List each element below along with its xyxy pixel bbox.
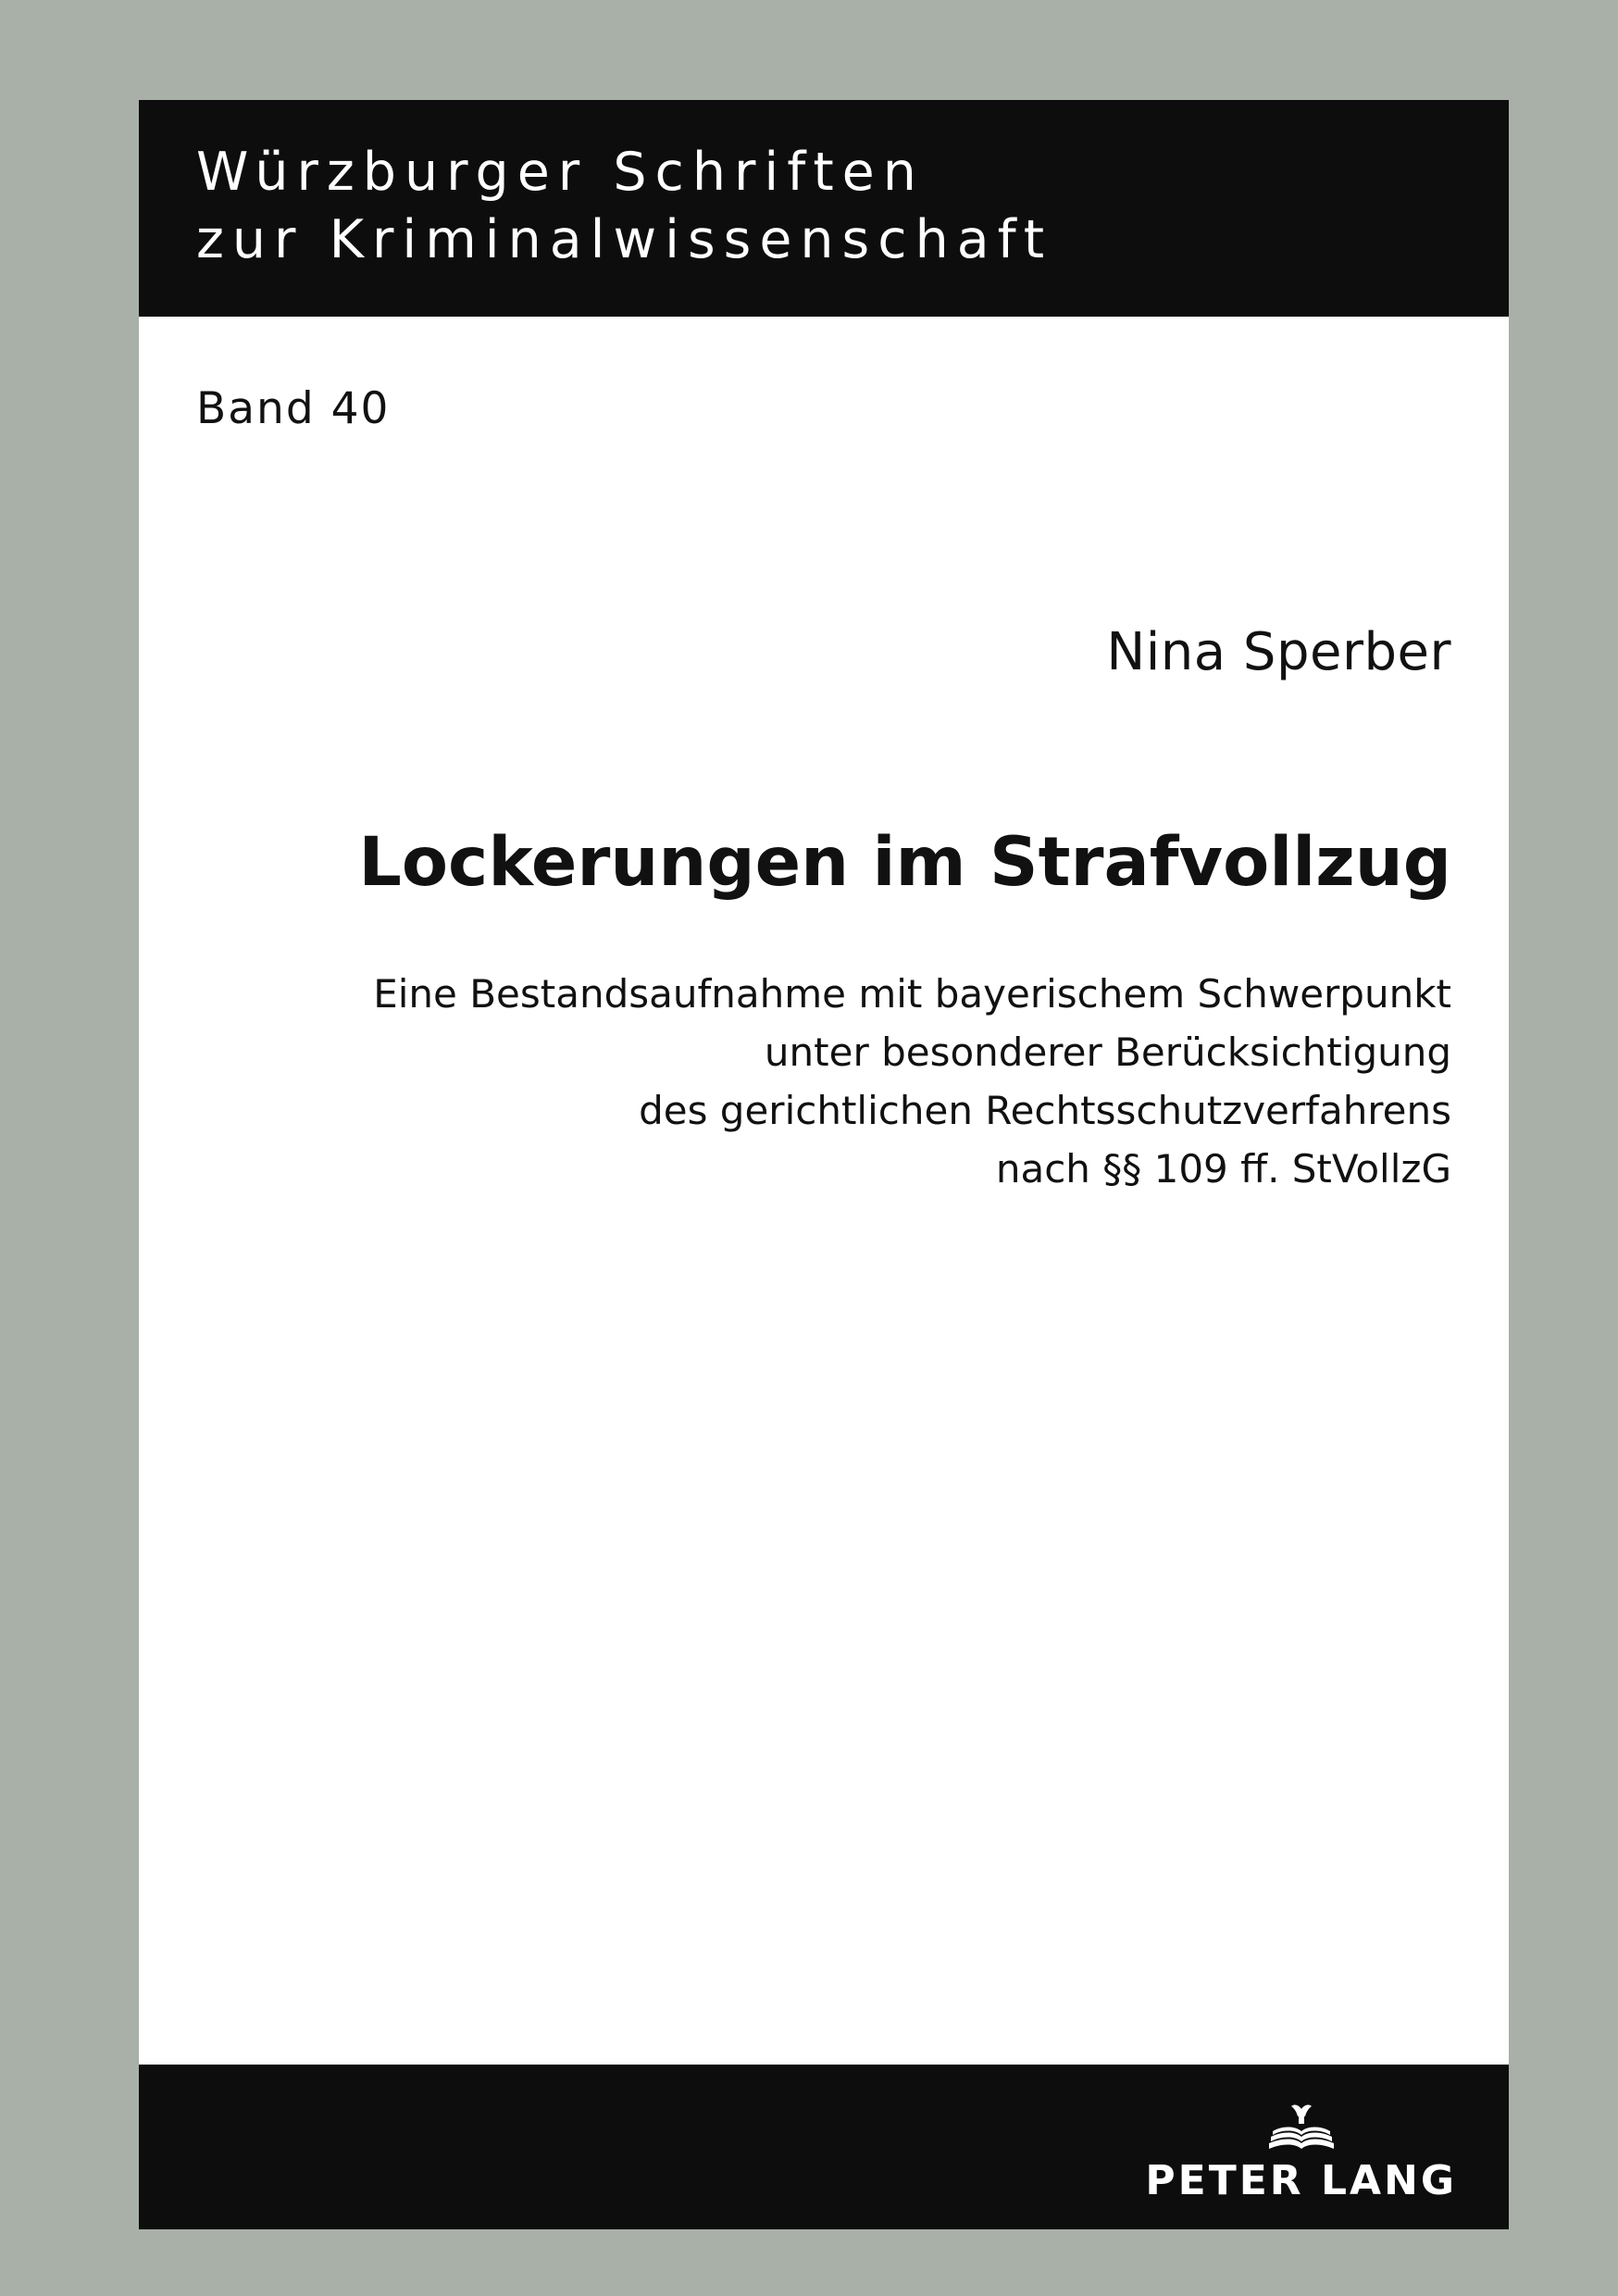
book-title: Lockerungen im Strafvollzug: [358, 822, 1451, 902]
publisher-band: [139, 2065, 1509, 2229]
publisher-name: PETER LANG: [1145, 2157, 1457, 2204]
cover-body: [139, 317, 1509, 2065]
open-book-icon: [1267, 2103, 1336, 2155]
volume-label: Band 40: [196, 382, 391, 434]
series-title-line-2: zur Kriminalwissenschaft: [196, 208, 1053, 270]
book-subtitle: [324, 965, 1451, 1198]
subtitle-line-1: Eine Bestandsaufnahme mit bayerischem Schwerpunkt: [373, 970, 1451, 1017]
book-cover: [139, 100, 1509, 2229]
subtitle-line-4: nach §§ 109 ff. StVollzG: [995, 1145, 1451, 1192]
author-name: Nina Sperber: [1106, 621, 1451, 682]
subtitle-line-3: des gerichtlichen Rechtsschutzverfahrens: [639, 1087, 1451, 1133]
subtitle-line-2: unter besonderer Berücksichtigung: [764, 1029, 1451, 1075]
series-title-line-1: Würzburger Schriften: [196, 142, 925, 203]
series-band: [139, 100, 1509, 317]
publisher-logo: [1145, 2103, 1457, 2202]
